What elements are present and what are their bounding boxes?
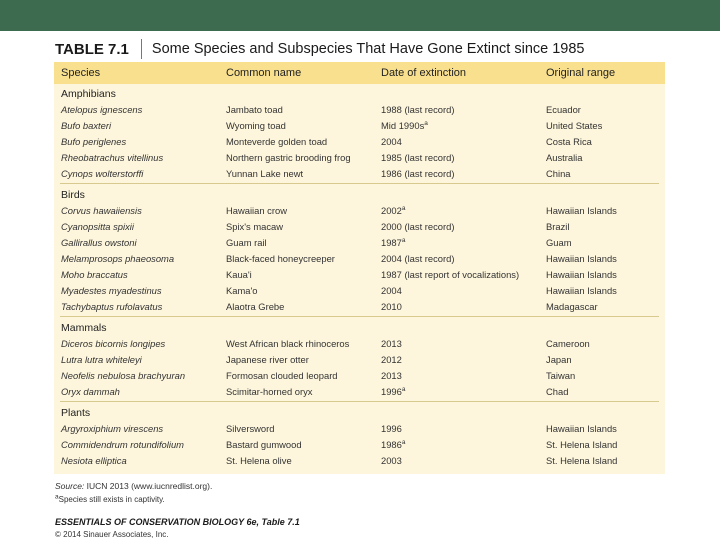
common-name-cell-text: Bastard gumwood xyxy=(226,439,302,450)
species-cell-text: Rheobatrachus vitellinus xyxy=(61,152,164,163)
common-name-cell-text: Black-faced honeycreeper xyxy=(226,253,335,264)
common-name-cell-text: Northern gastric brooding frog xyxy=(226,152,351,163)
species-cell xyxy=(61,299,162,315)
species-cell xyxy=(61,267,128,283)
table-row xyxy=(54,368,665,384)
table-row xyxy=(54,267,665,283)
species-cell-text: Myadestes myadestinus xyxy=(61,285,162,296)
common-name-cell-text: West African black rhinoceros xyxy=(226,338,350,349)
common-name-cell xyxy=(226,421,274,437)
table-row xyxy=(54,235,665,251)
footnote-marker: a xyxy=(401,236,406,244)
category-heading: Amphibians xyxy=(61,88,116,100)
range-cell-text: Hawaiian Islands xyxy=(546,205,617,216)
species-cell xyxy=(61,251,174,267)
date-cell xyxy=(381,352,402,368)
table-number: TABLE 7.1 xyxy=(55,40,129,58)
table-row xyxy=(54,150,665,166)
date-cell xyxy=(381,421,402,437)
common-name-cell xyxy=(226,166,303,182)
common-name-cell-text: Silversword xyxy=(226,423,275,434)
species-cell xyxy=(61,235,137,251)
table-row xyxy=(54,219,665,235)
column-header-date: Date of extinction xyxy=(381,67,466,79)
common-name-cell xyxy=(226,299,284,315)
date-cell-text: 2010 xyxy=(381,301,402,312)
species-cell xyxy=(61,283,162,299)
range-cell-text: Chad xyxy=(546,386,569,397)
group-divider xyxy=(60,401,659,402)
common-name-cell xyxy=(226,437,302,453)
common-name-cell-text: Yunnan Lake newt xyxy=(226,168,304,179)
table-row xyxy=(54,384,665,400)
common-name-cell-text: Scimitar-horned oryx xyxy=(226,386,313,397)
date-cell xyxy=(381,235,405,251)
range-cell xyxy=(546,166,571,182)
common-name-cell xyxy=(226,219,283,235)
range-cell xyxy=(546,118,602,134)
top-color-bar xyxy=(0,0,720,31)
species-cell xyxy=(61,336,165,352)
range-cell xyxy=(546,219,569,235)
species-cell-text: Moho braccatus xyxy=(61,269,128,280)
common-name-cell xyxy=(226,368,338,384)
copyright-notice: © 2014 Sinauer Associates, Inc. xyxy=(55,530,169,539)
date-cell xyxy=(381,453,402,469)
species-cell-text: Lutra lutra whiteleyi xyxy=(61,354,142,365)
date-cell xyxy=(381,102,454,118)
source-label: Source: xyxy=(55,481,85,491)
table-row xyxy=(54,421,665,437)
species-cell-text: Oryx dammah xyxy=(61,386,120,397)
range-cell-text: Madagascar xyxy=(546,301,598,312)
range-cell xyxy=(546,352,572,368)
extinct-species-table xyxy=(54,62,665,474)
species-cell xyxy=(61,166,143,182)
range-cell xyxy=(546,336,590,352)
range-cell-text: Hawaiian Islands xyxy=(546,285,617,296)
footnote-marker: a xyxy=(401,438,406,446)
range-cell xyxy=(546,267,617,283)
range-cell-text: Taiwan xyxy=(546,370,576,381)
species-cell xyxy=(61,102,142,118)
species-cell-text: Argyroxiphium virescens xyxy=(61,423,164,434)
range-cell xyxy=(546,421,617,437)
table-title xyxy=(55,37,584,61)
date-cell xyxy=(381,203,405,219)
table-header-row xyxy=(54,62,665,84)
species-cell-text: Corvus hawaiiensis xyxy=(61,205,142,216)
book-credit: ESSENTIALS OF CONSERVATION BIOLOGY 6e, Table 7.1 xyxy=(55,517,300,527)
range-cell-text: Hawaiian Islands xyxy=(546,253,617,264)
date-cell xyxy=(381,299,402,315)
common-name-cell xyxy=(226,134,327,150)
range-cell xyxy=(546,235,572,251)
range-cell-text: Costa Rica xyxy=(546,136,592,147)
footnote-marker: a xyxy=(401,204,406,212)
table-row xyxy=(54,203,665,219)
table-row xyxy=(54,283,665,299)
species-cell xyxy=(61,453,127,469)
common-name-cell-text: Wyoming toad xyxy=(226,120,286,131)
common-name-cell-text: Kaua'i xyxy=(226,269,252,280)
species-cell-text: Tachybaptus rufolavatus xyxy=(61,301,163,312)
range-cell-text: Australia xyxy=(546,152,583,163)
table-row xyxy=(54,352,665,368)
date-cell-text: 2013 xyxy=(381,370,402,381)
footnote-mark: a xyxy=(55,493,59,501)
common-name-cell xyxy=(226,283,258,299)
category-heading: Birds xyxy=(61,189,85,201)
date-cell-text: 2002 xyxy=(381,205,402,216)
species-cell xyxy=(61,437,184,453)
common-name-cell-text: Monteverde golden toad xyxy=(226,136,328,147)
table-row xyxy=(54,166,665,182)
species-cell xyxy=(61,219,134,235)
common-name-cell xyxy=(226,336,349,352)
range-cell-text: Hawaiian Islands xyxy=(546,423,617,434)
date-cell xyxy=(381,437,405,453)
range-cell-text: Brazil xyxy=(546,221,570,232)
species-cell xyxy=(61,384,120,400)
species-cell-text: Gallirallus owstoni xyxy=(61,237,137,248)
range-cell xyxy=(546,384,568,400)
range-cell-text: China xyxy=(546,168,571,179)
range-cell xyxy=(546,134,592,150)
species-cell-text: Bufo baxteri xyxy=(61,120,112,131)
common-name-cell xyxy=(226,251,335,267)
range-cell xyxy=(546,150,582,166)
table-row xyxy=(54,118,665,134)
table-caption: Some Species and Subspecies That Have Gone Extinct since 1985 xyxy=(151,41,585,57)
date-cell xyxy=(381,118,428,134)
common-name-cell-text: Kama'o xyxy=(226,285,258,296)
date-cell-text: 1986 xyxy=(381,439,402,450)
footnote-text: Species still exists in captivity. xyxy=(58,495,165,504)
species-cell xyxy=(61,118,111,134)
footnote-marker: a xyxy=(401,385,406,393)
range-cell-text: St. Helena Island xyxy=(546,455,618,466)
date-cell-text: 1987 (last report of vocalizations) xyxy=(381,269,520,280)
table-row xyxy=(54,102,665,118)
table-row xyxy=(54,453,665,469)
range-cell-text: Ecuador xyxy=(546,104,581,115)
table-row xyxy=(54,251,665,267)
range-cell-text: Guam xyxy=(546,237,572,248)
date-cell xyxy=(381,283,402,299)
date-cell xyxy=(381,368,402,384)
common-name-cell xyxy=(226,102,283,118)
species-cell-text: Commidendrum rotundifolium xyxy=(61,439,184,450)
range-cell xyxy=(546,299,598,315)
title-divider xyxy=(141,39,142,59)
species-cell-text: Atelopus ignescens xyxy=(61,104,143,115)
range-cell xyxy=(546,437,617,453)
date-cell xyxy=(381,150,454,166)
common-name-cell xyxy=(226,150,351,166)
footnote-marker: a xyxy=(424,119,428,127)
date-cell-text: 2012 xyxy=(381,354,402,365)
date-cell-text: 1987 xyxy=(381,237,402,248)
common-name-cell-text: Japanese river otter xyxy=(226,354,309,365)
date-cell-text: 2004 (last record) xyxy=(381,253,455,264)
range-cell xyxy=(546,203,617,219)
species-cell xyxy=(61,352,142,368)
common-name-cell-text: Guam rail xyxy=(226,237,267,248)
table-row xyxy=(54,437,665,453)
range-cell xyxy=(546,283,617,299)
species-cell-text: Neofelis nebulosa brachyuran xyxy=(61,370,186,381)
range-cell-text: St. Helena Island xyxy=(546,439,618,450)
date-cell-text: 2004 xyxy=(381,285,402,296)
common-name-cell xyxy=(226,352,309,368)
species-cell xyxy=(61,368,185,384)
group-divider xyxy=(60,316,659,317)
source-text: IUCN 2013 (www.iucnredlist.org). xyxy=(86,481,213,491)
date-cell-text: 2000 (last record) xyxy=(381,221,455,232)
date-cell-text: 2004 xyxy=(381,136,402,147)
common-name-cell-text: Spix's macaw xyxy=(226,221,284,232)
common-name-cell-text: Jambato toad xyxy=(226,104,283,115)
common-name-cell-text: St. Helena olive xyxy=(226,455,292,466)
common-name-cell xyxy=(226,384,313,400)
table-row xyxy=(54,299,665,315)
date-cell xyxy=(381,219,454,235)
category-heading: Plants xyxy=(61,407,91,419)
date-cell xyxy=(381,134,402,150)
common-name-cell-text: Formosan clouded leopard xyxy=(226,370,338,381)
species-cell-text: Diceros bicornis longipes xyxy=(61,338,166,349)
common-name-cell xyxy=(226,453,292,469)
date-cell-text: 1988 (last record) xyxy=(381,104,455,115)
range-cell-text: Hawaiian Islands xyxy=(546,269,617,280)
common-name-cell-text: Hawaiian crow xyxy=(226,205,287,216)
table-row xyxy=(54,134,665,150)
date-cell xyxy=(381,166,454,182)
species-cell xyxy=(61,421,163,437)
date-cell xyxy=(381,384,405,400)
date-cell-text: 1996 xyxy=(381,386,402,397)
species-cell-text: Melamprosops phaeosoma xyxy=(61,253,175,264)
table-row xyxy=(54,336,665,352)
common-name-cell xyxy=(226,267,252,283)
species-cell-text: Cyanopsitta spixii xyxy=(61,221,134,232)
category-heading: Mammals xyxy=(61,322,107,334)
range-cell-text: Japan xyxy=(546,354,572,365)
table-source xyxy=(55,481,212,491)
range-cell xyxy=(546,368,575,384)
date-cell-text: 1985 (last record) xyxy=(381,152,455,163)
column-header-common-name: Common name xyxy=(226,67,302,79)
common-name-cell-text: Alaotra Grebe xyxy=(226,301,285,312)
date-cell-text: 1996 xyxy=(381,423,402,434)
date-cell-text: 2003 xyxy=(381,455,402,466)
footnote xyxy=(55,495,165,504)
date-cell xyxy=(381,336,402,352)
common-name-cell xyxy=(226,118,286,134)
date-cell-text: 2013 xyxy=(381,338,402,349)
range-cell-text: United States xyxy=(546,120,603,131)
common-name-cell xyxy=(226,203,287,219)
group-divider xyxy=(60,183,659,184)
range-cell-text: Cameroon xyxy=(546,338,590,349)
species-cell xyxy=(61,203,142,219)
range-cell xyxy=(546,102,581,118)
range-cell xyxy=(546,251,617,267)
species-cell-text: Nesiota elliptica xyxy=(61,455,127,466)
date-cell-text: Mid 1990s xyxy=(381,120,425,131)
column-header-range: Original range xyxy=(546,67,616,79)
common-name-cell xyxy=(226,235,267,251)
date-cell xyxy=(381,251,454,267)
date-cell xyxy=(381,267,519,283)
species-cell xyxy=(61,150,163,166)
species-cell-text: Bufo periglenes xyxy=(61,136,127,147)
species-cell-text: Cynops wolterstorffi xyxy=(61,168,144,179)
date-cell-text: 1986 (last record) xyxy=(381,168,455,179)
range-cell xyxy=(546,453,617,469)
column-header-species: Species xyxy=(61,67,101,79)
species-cell xyxy=(61,134,126,150)
